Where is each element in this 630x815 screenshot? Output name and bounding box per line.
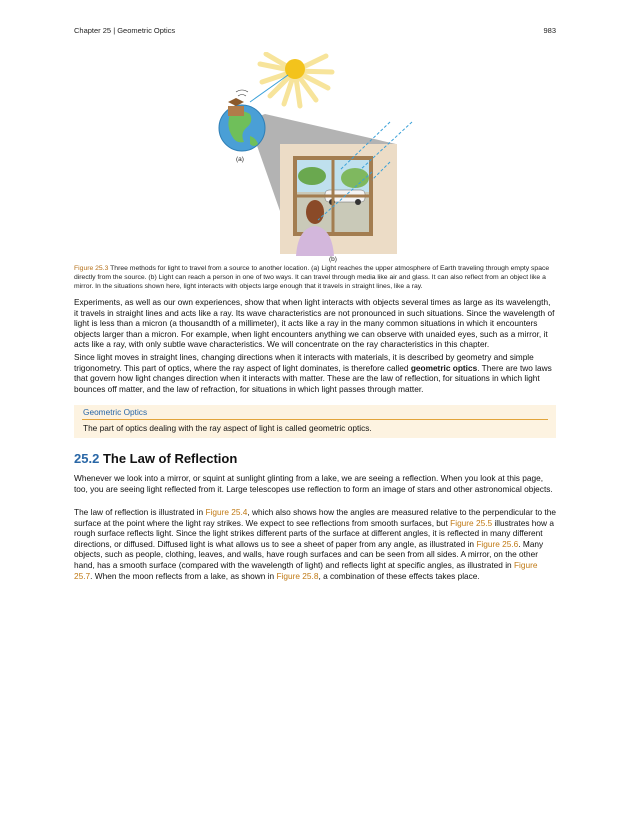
caption-label: Figure 25.3 [74, 265, 109, 272]
paragraph-4-text: The law of reflection is illustrated in [74, 507, 206, 517]
paragraph-2-text-c: . There are two laws that govern how light changes direction when it interacts with matter. These are the law of reflection, for situations in which light bounces off matter, and the law of refraction, for situations in which light passes through matter. [74, 362, 552, 394]
paragraph-3: Whenever we look into a mirror, or squint at sunlight glinting from a lake, we are seeing a reflection. When you look at this page, too, you are seeing light reflected from it. Large telescopes use reflection to form an image of stars and other astronomical objects. [74, 473, 553, 494]
paragraph-2 [74, 352, 556, 394]
link-figure-25-6[interactable]: Figure 25.6 [476, 538, 519, 549]
figure-caption [74, 264, 556, 291]
page-number: 983 [543, 26, 556, 35]
caption-text: Three methods for light to travel from a source to another location. (a) Light reaches the upper atmosphere of Earth traveling through empty space directly from the source. (b) Light can reach a person in one of two ways. It can travel through media like air and glass. It can also reflect from an object like a mirror. In the situations shown here, light interacts with objects large enough that it travels in straight lines, like a ray. [74, 265, 550, 290]
paragraph-1: Experiments, as well as our own experiences, show that when light interacts with objects several times as large as its wavelength, it travels in straight lines and acts like a ray. Its wave characteristics are not pronounced in such situations. Since the wavelength of light is less than a micron (a thousandth of a millimeter), it acts like a ray in the many common situations in which it encounters objects larger than a micron. For example, when light encounters anything we can observe with unaided eyes, such as a mirror, it acts like a ray, with only subtle wave characteristics. We will concentrate on the ray characteristics in this chapter. [74, 297, 555, 350]
glossary-box [74, 405, 556, 438]
link-figure-25-7[interactable]: Figure 25.7 [74, 559, 538, 581]
paragraph-4-text: , which also shows how the angles are measured relative to the perpendicular to the surface at the point where the light ray strikes. We expect to see reflections from smooth surfaces, but [74, 507, 556, 528]
paragraph-4-text: . When the moon reflects from a lake, as shown in [90, 570, 277, 581]
paragraph-4 [74, 507, 556, 581]
section-title: The Law of Reflection [102, 451, 238, 466]
section-number: 25.2 [74, 451, 100, 466]
link-figure-25-5[interactable]: Figure 25.5 [450, 517, 493, 528]
link-figure-25-4[interactable]: Figure 25.4 [205, 507, 248, 517]
sun-icon [260, 54, 332, 106]
paragraph-2-text-a: Since light moves in straight lines, changing directions when it interacts with materials, it is described by geometry and simple trigonometry. This part of optics, where the ray aspect of light dominates, is therefore called [74, 352, 534, 373]
glossary-definition: The part of optics dealing with the ray aspect of light is called geometric optics. [83, 423, 372, 433]
label-b: (b) [329, 256, 337, 263]
figure-illustration [200, 52, 430, 264]
figure-25-3 [200, 52, 430, 264]
term-geometric-optics: geometric optics [410, 362, 478, 373]
paragraph-4-text: . Many objects, such as people, clothing, leaves, and walls, have rough surfaces and can be seen from all sides. A mirror, on the other hand, has a smooth surface (compared with the wavelength of light) and reflects light at specific angles, as illustrated in [74, 538, 544, 570]
label-a: (a) [236, 156, 244, 163]
glossary-divider [82, 419, 548, 420]
link-figure-25-8[interactable]: Figure 25.8 [276, 570, 319, 581]
paragraph-4-text: illustrates how a rough surface reflects light. Since the light strikes different parts of the surface at different angles, it is reflected in many different directions, or diffused. Diffused light is what allows us to see a sheet of paper from any angle, as illustrated in [74, 517, 554, 549]
running-header-chapter: Chapter 25 | Geometric Optics [74, 26, 176, 35]
earth-icon [219, 90, 265, 151]
glossary-term: Geometric Optics [83, 407, 148, 417]
section-heading [74, 451, 237, 466]
paragraph-4-text: , a combination of these effects takes place. [318, 570, 480, 581]
